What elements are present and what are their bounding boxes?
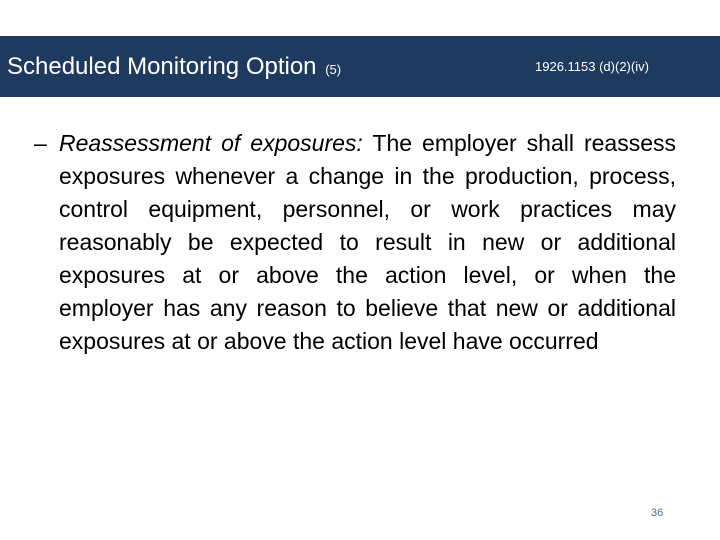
page-number: 36 [651, 507, 664, 519]
page-title [7, 53, 341, 84]
bullet-dash: – [34, 130, 47, 156]
title-text: Scheduled Monitoring Option [7, 53, 317, 80]
header-bar [0, 36, 720, 97]
title-number: (5) [325, 62, 342, 77]
bullet-text [59, 127, 676, 358]
regulation-reference: 1926.1153 (d)(2)(iv) [535, 59, 649, 74]
bullet-body: The employer shall reassess exposures whenever a change in the production, process, control equipment, personnel, or work practices may reasonably be expected to result in new or additional exposures at or above the action level, or when the employer has any reason to believe that new or additional exposures at or above the action level have occurred [59, 130, 676, 354]
bullet-term: Reassessment of exposures: [59, 130, 363, 156]
bullet-item [34, 127, 676, 358]
